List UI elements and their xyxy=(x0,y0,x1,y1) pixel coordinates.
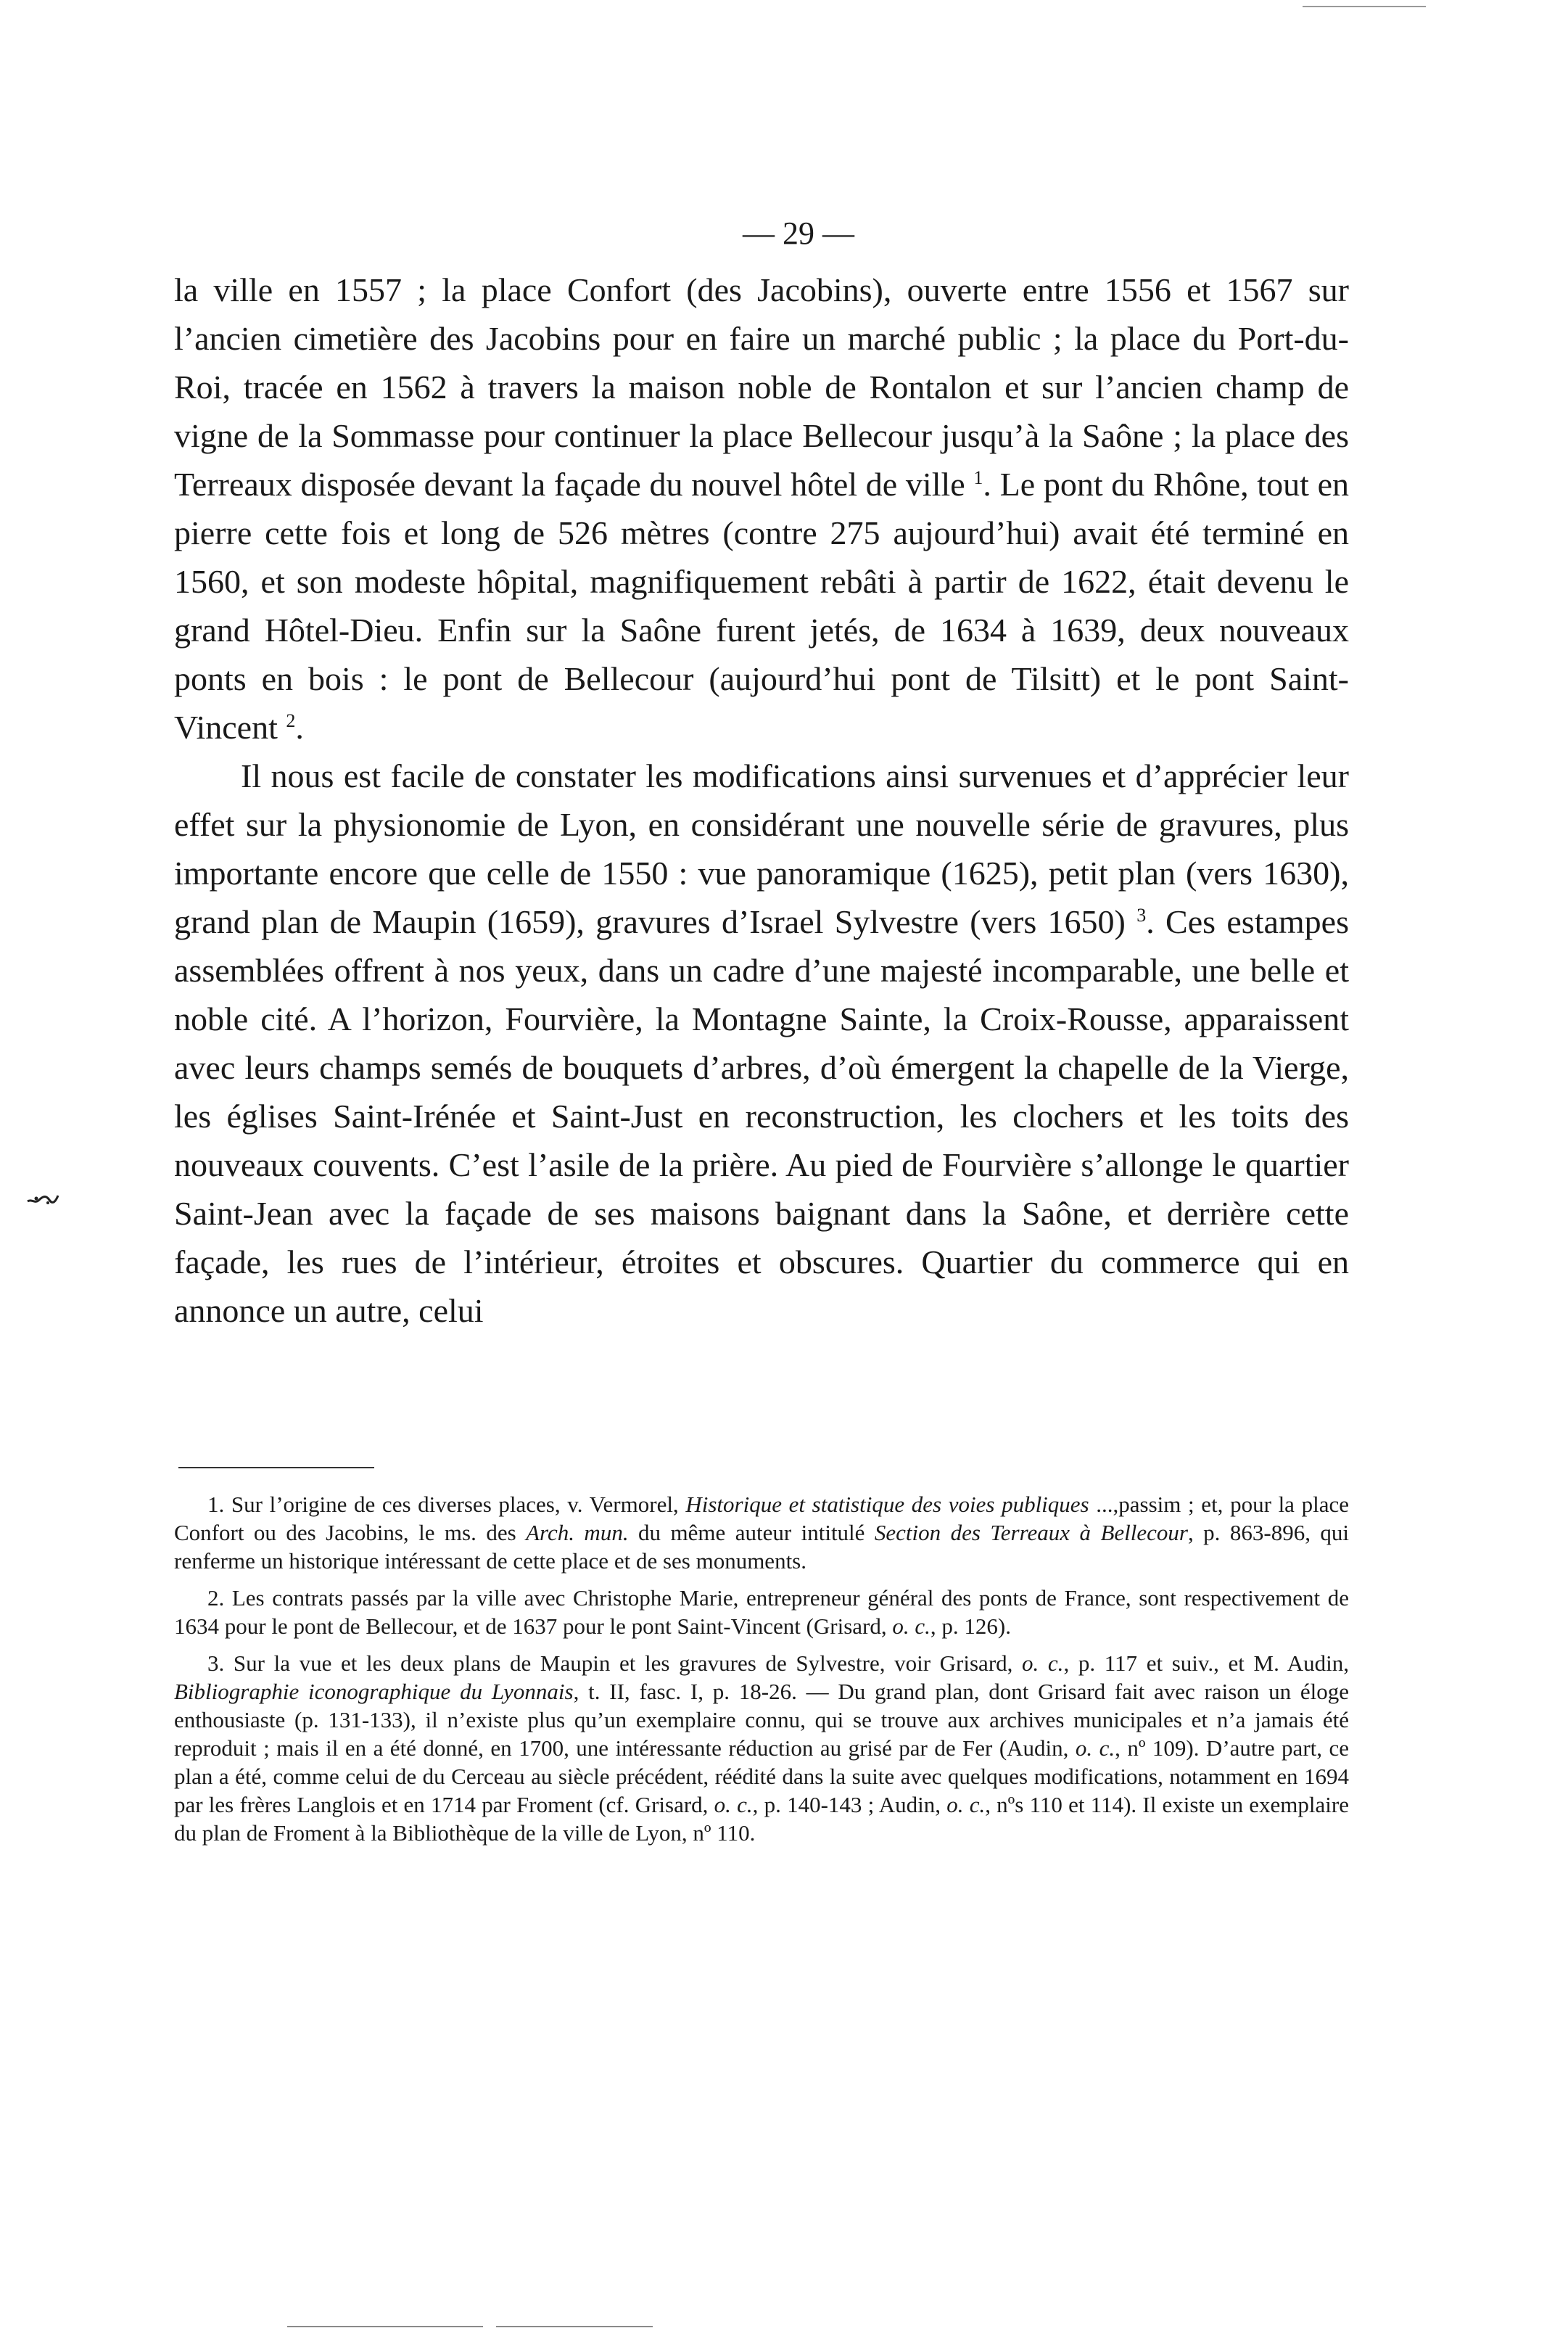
margin-ink-mark xyxy=(26,1191,59,1207)
footnotes xyxy=(174,1490,1349,1856)
footnote-3 xyxy=(174,1649,1349,1847)
footnote-2 xyxy=(174,1584,1349,1640)
footnote-italic-run: o. c. xyxy=(1022,1650,1064,1676)
footnote-italic-run: Section des Terreaux à Bellecour xyxy=(874,1520,1188,1545)
text-run: Il nous est facile de constater les modifications ainsi survenues et d’apprécier leur effet sur la physionomie de Lyon, en considérant une nouvelle série de gravures, plus importante encore que celle de 1550 : vue panoramique (1625), petit plan (vers 1630), grand plan de Maupin (1659), gravures d’Israel Sylvestre (vers 1650) xyxy=(174,757,1349,940)
footnote-text-run: , p. 140-143 ; Audin, xyxy=(752,1792,947,1817)
footnote-ref-3: 3 xyxy=(1136,905,1147,926)
footnote-italic-run: o. c. xyxy=(714,1792,753,1817)
bottom-edge-rule xyxy=(496,2326,653,2327)
footnote-text-run: 2. Les contrats passés par la ville avec Christophe Marie, entrepreneur général des ponts de France, sont respectivement de 1634 pour le pont de Bellecour, et de 1637 pour le pont Saint-Vincent (Grisard, xyxy=(174,1585,1349,1639)
footnote-1 xyxy=(174,1490,1349,1575)
bottom-edge-rule xyxy=(287,2326,483,2327)
footnote-text-run: , p. 117 et suiv., et M. Audin, xyxy=(1063,1650,1349,1676)
text-run: . Le pont du Rhône, tout en pierre cette fois et long de 526 mètres (contre 275 aujourd’hui) avait été terminé en 1560, et son modeste hôpital, magnifiquement rebâti à partir de 1622, était devenu le grand Hôtel-Dieu. Enfin sur la Saône furent jetés, de 1634 à 1639, deux nouveaux ponts en bois : le pont de Bellecour (aujourd’hui pont de Tilsitt) et le pont Saint-Vincent xyxy=(174,466,1349,746)
footnote-text-run: du même auteur intitulé xyxy=(628,1520,875,1545)
top-edge-rule xyxy=(1303,6,1426,7)
footnote-ref-1: 1 xyxy=(973,467,983,488)
text-run: la ville en 1557 ; la place Confort (des Jacobins), ouverte entre 1556 et 1567 sur l’ancien cimetière des Jacobins pour en faire un marché public ; la place du Port-du-Roi, tracée en 1562 à travers la maison noble de Rontalon et sur l’ancien champ de vigne de la Sommasse pour continuer la place Bellecour jusqu’à la Saône ; la place des Terreaux disposée devant la façade du nouvel hôtel de ville xyxy=(174,271,1349,503)
text-run: . Ces estampes assemblées offrent à nos yeux, dans un cadre d’une majesté incomparable, une belle et noble cité. A l’horizon, Fourvière, la Montagne Sainte, la Croix-Rousse, apparaissent avec leurs champs semés de bouquets d’arbres, d’où émergent la chapelle de la Vierge, les églises Saint-Irénée et Saint-Just en reconstruction, les clochers et les toits des nouveaux couvents. C’est l’asile de la prière. Au pied de Fourvière s’allonge le quartier Saint-Jean avec la façade de ses maisons baignant dans la Saône, et derrière cette façade, les rues de l’intérieur, étroites et obscures. Quartier du commerce qui en annonce un autre, celui xyxy=(174,903,1349,1329)
footnote-text-run: , p. 863-896, qui renferme un historique intéressant de cette place et de ses monuments. xyxy=(174,1520,1350,1574)
footnote-text-run: , t. II, fasc. I, p. 18-26. — Du grand plan, dont Grisard fait avec raison un éloge enthousiaste (p. 131-133), il n’existe plus qu’un exemplaire connu, qui se trouve aux archives municipales et n’a jamais été reproduit ; mais il en a été donné, en 1700, une intéressante réduction au grisé par de Fer (Audin, xyxy=(174,1679,1349,1761)
footnote-text-run: 1. Sur l’origine de ces diverses places, v. Vermorel, xyxy=(207,1492,686,1517)
footnote-italic-run: Historique et statistique des voies publiques xyxy=(685,1492,1089,1517)
footnote-text-run: , nº 109). D’autre part, ce plan a été, comme celui de du Cerceau au siècle précédent, réédité dans la suite avec quelques modifications, notamment en 1694 par les frères Langlois et en 1714 par Froment (cf. Grisard, xyxy=(174,1735,1349,1817)
footnote-text-run: ...,passim ; et, pour la place Confort ou des Jacobins, le ms. des xyxy=(174,1492,1349,1545)
footnote-italic-run: o. c. xyxy=(946,1792,986,1817)
paragraph-2 xyxy=(174,752,1349,1335)
footnote-italic-run: Arch. mun. xyxy=(526,1520,629,1545)
footnote-text-run: , nºs 110 et 114). Il existe un exemplaire du plan de Froment à la Bibliothèque de la ville de Lyon, nº 110. xyxy=(174,1792,1349,1846)
footnote-text-run: 3. Sur la vue et les deux plans de Maupin et les gravures de Sylvestre, voir Grisard, xyxy=(207,1650,1023,1676)
paragraph-1 xyxy=(174,266,1349,752)
page-number: — 29 — xyxy=(743,215,854,251)
footnote-italic-run: o. c. xyxy=(1075,1735,1115,1761)
text-run: . xyxy=(295,709,304,746)
footnote-italic-run: o. c. xyxy=(892,1613,931,1639)
footnote-italic-run: Bibliographie iconographique du Lyonnais xyxy=(174,1679,574,1704)
footnote-text-run: , p. 126). xyxy=(930,1613,1011,1639)
footnote-ref-2: 2 xyxy=(286,710,296,731)
footnote-separator xyxy=(178,1467,374,1468)
body-text xyxy=(174,266,1349,1335)
